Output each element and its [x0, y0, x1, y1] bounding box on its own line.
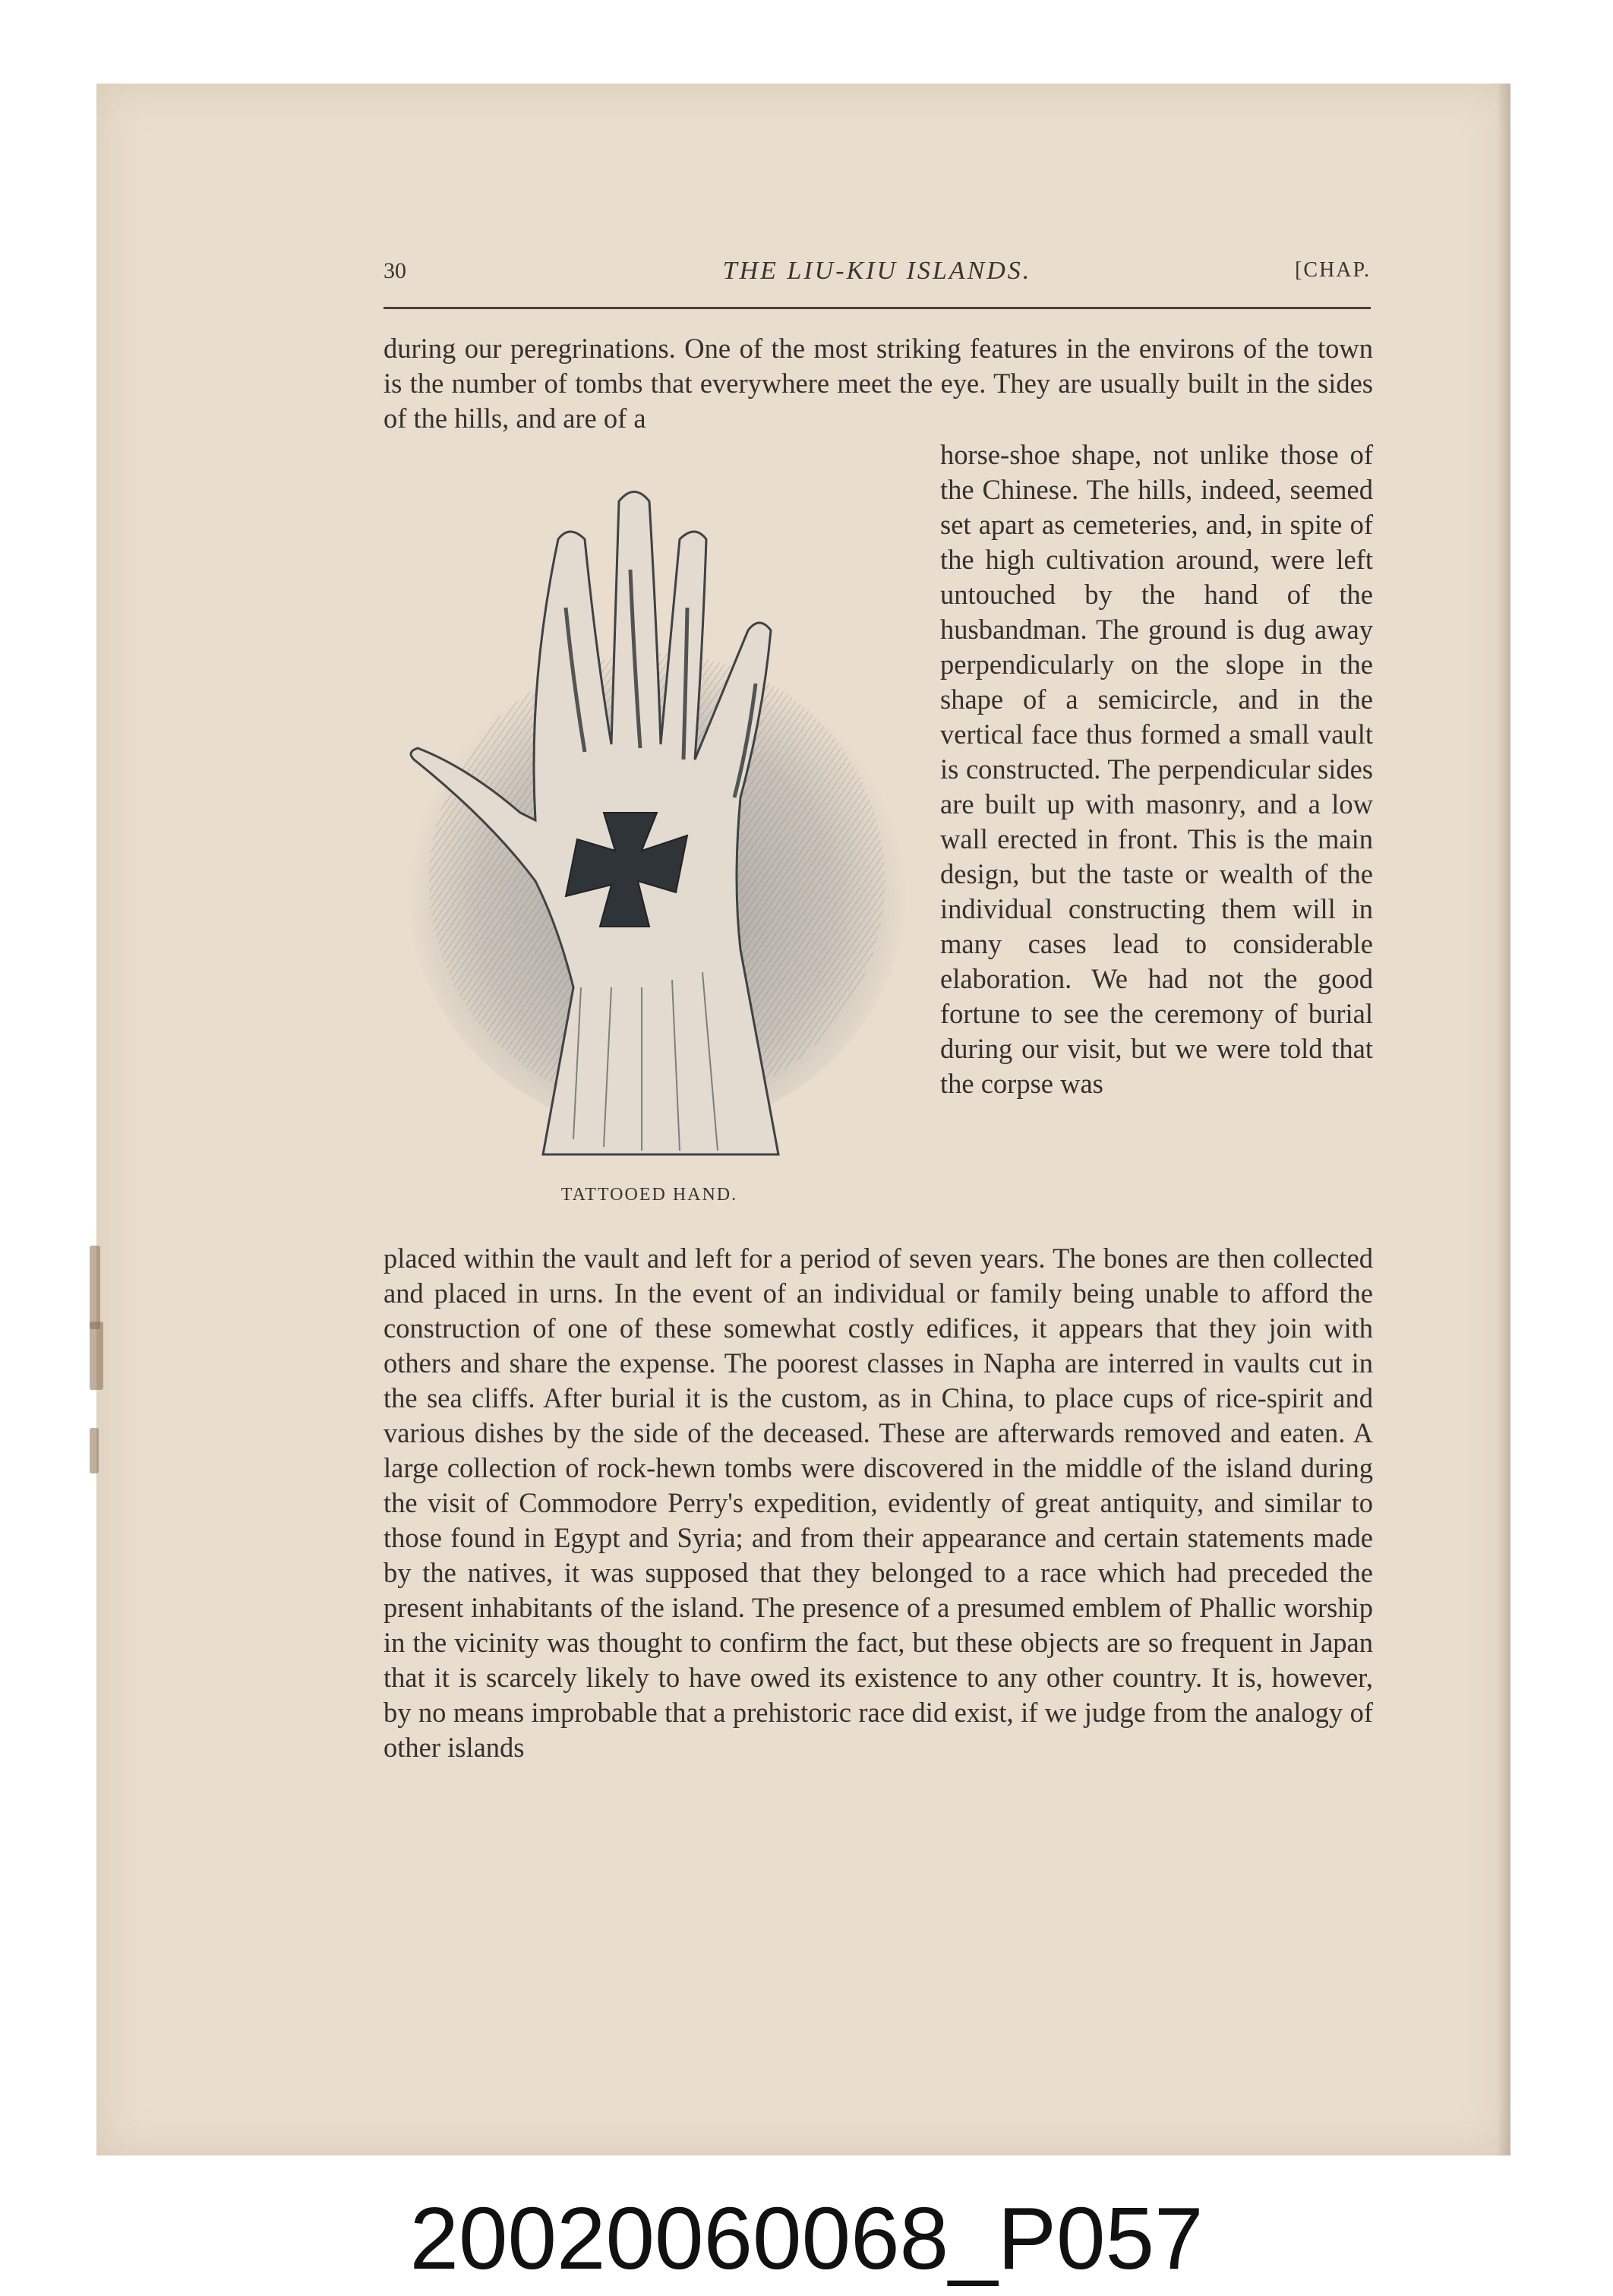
page-edge-tab: [90, 1428, 99, 1473]
chapter-label: [CHAP.: [1295, 258, 1371, 282]
paragraph-right-column: horse-shoe shape, not unlike those of the Chinese. The hills, indeed, seemed set apart as cemeteries, and, in spite of the high cultivation around, were left untouched by the hand of the husbandman. The ground is dug away perpendicularly on the slope in the shape of a semicircle, and in the vertical face thus formed a small vault is constructed. The perpendicular sides are built up with masonry, and a low wall erected in front. This is the main design, but the taste or wealth of the individual constructing them will in many cases lead to considerable elaboration. We had not the good fortune to see the ceremony of burial during our visit, but we were told that the corpse was: [940, 439, 1373, 1099]
running-title: THE LIU-KIU ISLANDS.: [722, 257, 1032, 285]
page-edge-tab: [90, 1246, 100, 1329]
header-rule: [384, 307, 1371, 309]
catalog-id: 20020060068_P057: [409, 2189, 1204, 2288]
paragraph-bottom: placed within the vault and left for a period of seven years. The bones are then collected and placed in urns. In the event of an individual or family being unable to afford the construction of one of these somewhat costly edifices, it appears that they join with others and share the expense. The poorest classes in Napha are interred in vaults cut in the sea cliffs. After burial it is the custom, as in China, to place cups of rice-spirit and various dishes by the side of the deceased. These are afterwards removed and eaten. A large collection of rock-hewn tombs were discovered in the middle of the island during the visit of Commodore Perry's expedition, evidently of great antiquity, and similar to those found in Egypt and Syria; and from their appearance and certain statements made by the natives, it was supposed that they belonged to a race which had preceded the present inhabitants of the island. The presence of a presumed emblem of Phallic worship in the vicinity was thought to confirm the fact, but these objects are so frequent in Japan that it is scarcely likely to have owed its existence to any other country. It is, however, by no means improbable that a prehistoric race did exist, if we judge from the analogy of other islands: [384, 1243, 1373, 1763]
paragraph-top: during our peregrinations. One of the most striking features in the environs of the town is the number of tombs that everywhere meet the eye. They are usually built in the sides of the hills, and are of a: [384, 333, 1373, 434]
page-edge-tab: [90, 1322, 103, 1390]
tattooed-hand-icon: [384, 456, 915, 1200]
page-number: 30: [384, 258, 406, 283]
figure-caption: TATTOOED HAND.: [560, 1185, 738, 1205]
tattooed-hand-illustration: [384, 456, 915, 1200]
running-header: [384, 251, 1371, 296]
